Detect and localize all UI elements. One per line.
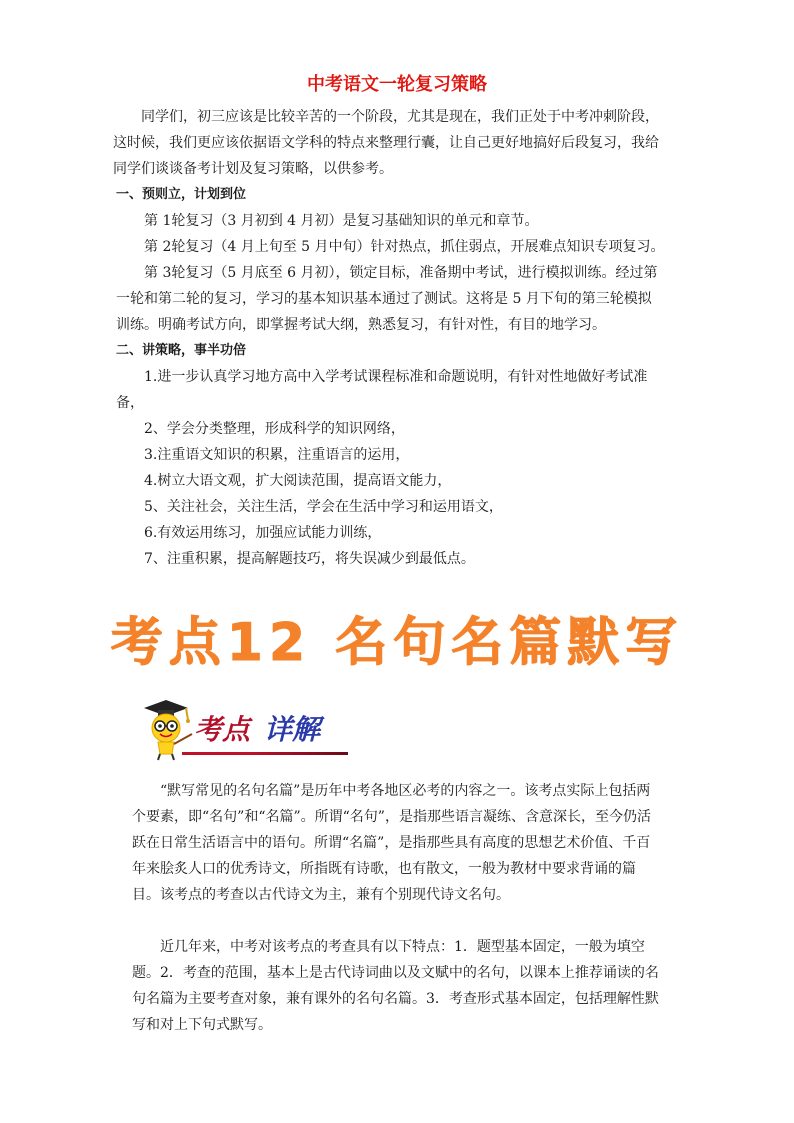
logo-text-kaodian: 考点 xyxy=(194,713,251,746)
detail-paragraph-2: 近几年来，中考对该考点的考查具有以下特点：1．题型基本固定，一般为填空题。2．考查的范围，基本上是古代诗词曲以及文赋中的名句，以课本上推荐诵读的名句名篇为主要考查对象，兼有课外的名句名篇。3．考查形式基本固定，包括理解性默写和对上下句式默写。 xyxy=(132,939,659,1033)
strategy-item-2: 2、学会分类整理，形成科学的知识网络， xyxy=(144,421,405,437)
topic-banner: 考点12 名句名篇默写 xyxy=(110,613,684,673)
strategy-item-6: 6.有效运用练习，加强应试能力训练， xyxy=(144,525,382,541)
intro-paragraph: 同学们，初三应该是比较辛苦的一个阶段，尤其是现在，我们正处于中考冲刺阶段，这时候，我们更应该依据语文学科的特点来整理行囊，让自己更好地搞好后段复习，我给同学们谈谈备考计划及复习策略，以供参考。 xyxy=(113,109,659,177)
strategy-item-7: 7、注重积累，提高解题技巧，将失误减少到最低点。 xyxy=(144,551,475,567)
round1-text: 第 1轮复习（3 月初到 4 月初）是复习基础知识的单元和章节。 xyxy=(144,213,539,229)
section1-heading: 一、预则立，计划到位 xyxy=(116,187,247,202)
detail-paragraph-1: “默写常见的名句名篇”是历年中考各地区必考的内容之一。该考点实际上包括两个要素，即“名句”和“名篇”。所谓“名句”，是指那些语言凝练、含意深长，至今仍活跃在日常生活语言中的语句。所谓“名篇”，是指那些具有高度的思想艺术价值、千百年来脍炙人口的优秀诗文，所指既有诗歌，也有散文，一般为教材中要求背诵的篇目。该考点的考查以古代诗文为主，兼有个别现代诗文名句。 xyxy=(132,783,651,903)
logo-underline xyxy=(182,752,348,755)
round3-text: 第 3轮复习（5 月底至 6 月初），锁定目标，准备期中考试，进行模拟训练。经过第一轮和第二轮的复习，学习的基本知识基本通过了测试。这将是 5 月下旬的第三轮模拟训练。明确考试方向，即掌握考试大纲，熟悉复习，有针对性，有目的地学习。 xyxy=(116,265,658,333)
strategy-item-5: 5、关注社会，关注生活，学会在生活中学习和运用语文， xyxy=(144,499,503,515)
strategy-item-1: 1.进一步认真学习地方高中入学考试课程标准和命题说明，有针对性地做好考试准备， xyxy=(116,369,648,411)
logo-text-xiangjie: 详解 xyxy=(264,713,321,746)
strategy-item-4: 4.树立大语文观，扩大阅读范围，提高语文能力， xyxy=(144,473,452,489)
round2-text: 第 2轮复习（4 月上旬至 5 月中旬）针对热点，抓住弱点，开展难点知识专项复习。 xyxy=(144,239,665,255)
strategy-item-3: 3.注重语文知识的积累，注重语言的运用， xyxy=(144,447,410,463)
section2-heading: 二、讲策略，事半功倍 xyxy=(116,343,247,358)
document-title: 中考语文一轮复习策略 xyxy=(307,74,487,95)
section-logo xyxy=(138,700,348,762)
